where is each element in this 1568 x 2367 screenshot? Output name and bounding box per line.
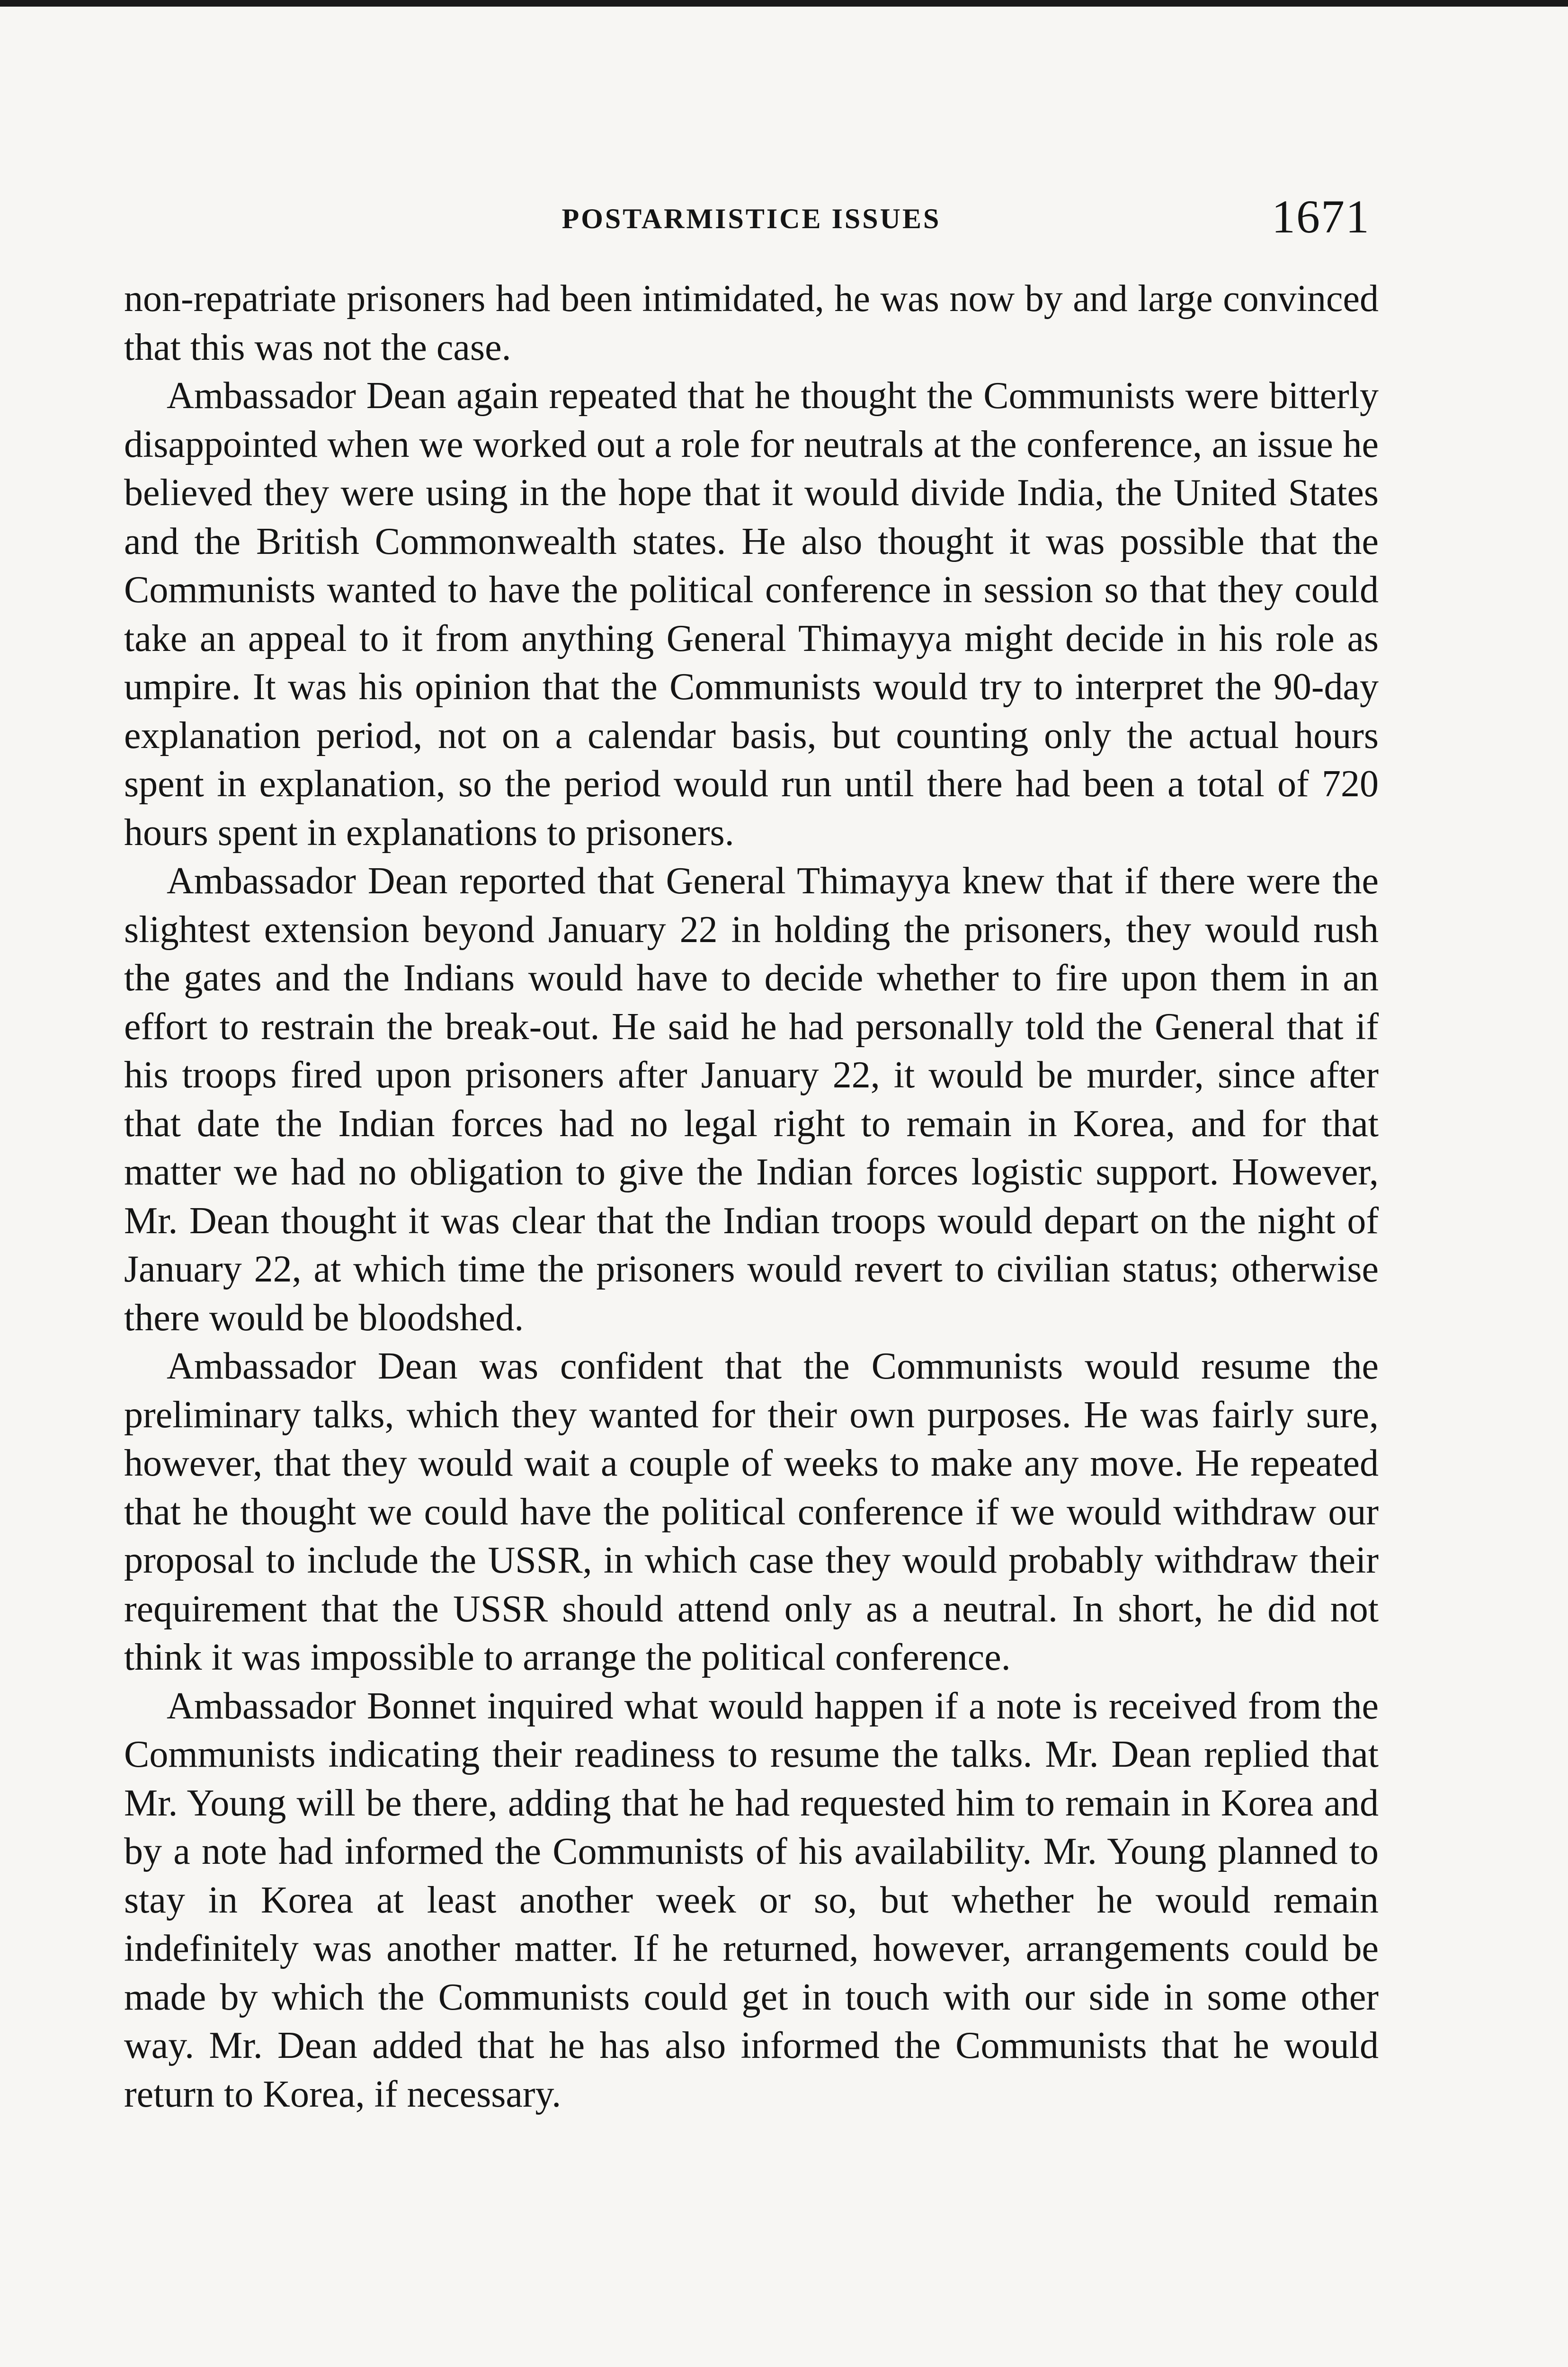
paragraph: Ambassador Dean again repeated that he thought the Communists were bitterly disappointed when we worked out a role for neutrals at the conference, an issue he believed they were using in the hope that it would divide India, the United States and the British Commonwealth states. He also thought it was possible that the Communists wanted to have the political conference in session so that they could take an appeal to it from anything General Thimayya might decide in his role as umpire. It was his opinion that the Communists would try to interpret the 90-day explanation period, not on a calendar basis, but counting only the actual hours spent in explanation, so the period would run until there had been a total of 720 hours spent in explanations to prisoners. bbox=[124, 375, 1379, 854]
paragraph: Ambassador Dean was confident that the Communists would resume the preliminary talks, which they wanted for their own purposes. He was fairly sure, however, that they would wait a couple of weeks to make any move. He repeated that he thought we could have the political conference if we would withdraw our proposal to include the USSR, in which case they would probably withdraw their requirement that the USSR should attend only as a neutral. In short, he did not think it was impossible to arrange the political conference. bbox=[124, 1345, 1379, 1678]
paragraph: Ambassador Bonnet inquired what would happen if a note is received from the Communists indicating their readiness to resume the talks. Mr. Dean replied that Mr. Young will be there, adding that he had requested him to remain in Korea and by a note had informed the Communists of his availability. Mr. Young planned to stay in Korea at least another week or so, but whether he would remain indefinitely was another matter. If he returned, however, arrangements could be made by which the Communists could get in touch with our side in some other way. Mr. Dean added that he has also informed the Communists that he would return to Korea, if necessary. bbox=[124, 1685, 1379, 2115]
page-header bbox=[124, 189, 1379, 251]
running-head: POSTARMISTICE ISSUES bbox=[561, 203, 941, 234]
body-text bbox=[124, 275, 1379, 2118]
paragraph-continued: non-repatriate prisoners had been intimidated, he was now by and large convinced that this was not the case. bbox=[124, 278, 1379, 368]
page-number: 1671 bbox=[1272, 190, 1370, 243]
top-edge-rule bbox=[0, 0, 1568, 7]
paragraph: Ambassador Dean reported that General Thimayya knew that if there were the slightest extension beyond January 22 in holding the prisoners, they would rush the gates and the Indians would have to decide whether to fire upon them in an effort to restrain the break-out. He said he had personally told the General that if his troops fired upon prisoners after January 22, it would be murder, since after that date the Indian forces had no legal right to remain in Korea, and for that matter we had no obligation to give the Indian forces logistic support. However, Mr. Dean thought it was clear that the Indian troops would depart on the night of January 22, at which time the prisoners would revert to civilian status; otherwise there would be bloodshed. bbox=[124, 860, 1379, 1339]
